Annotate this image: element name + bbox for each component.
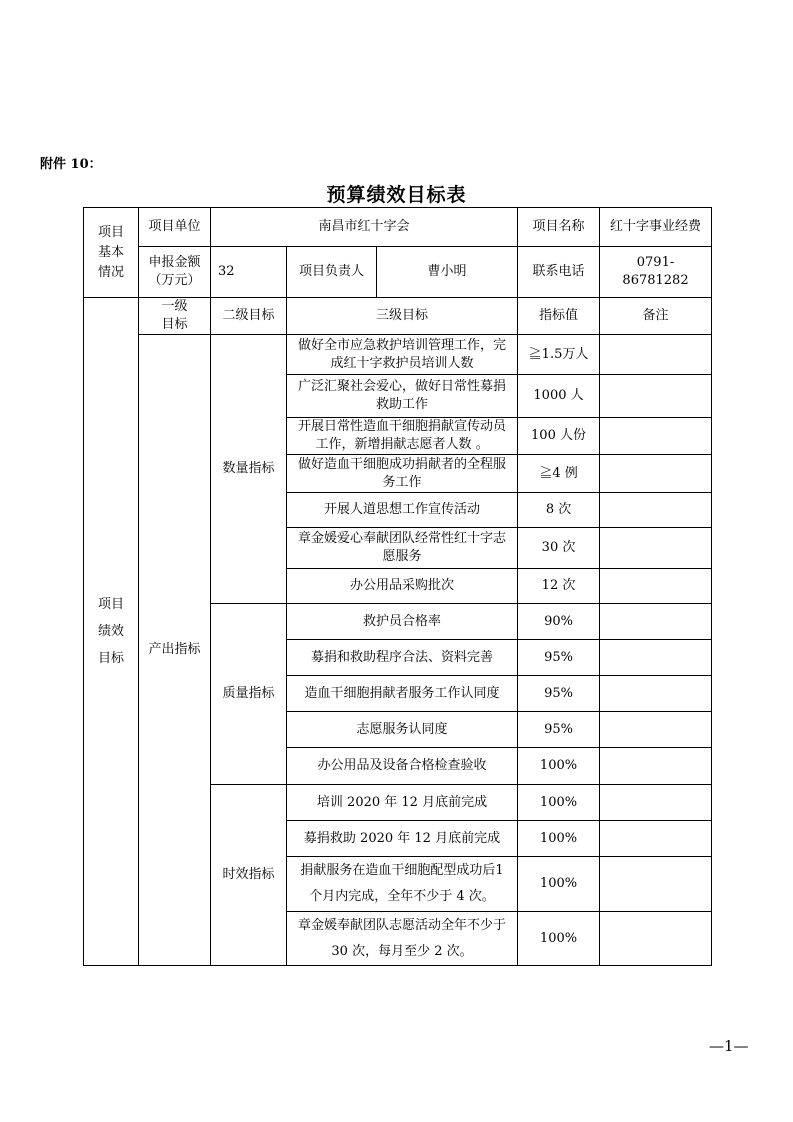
quality-indicator-label: 质量指标 [211,604,287,785]
quantity-item: 开展日常性造血干细胞捐献宣传动员工作，新增捐献志愿者人数 。 [287,418,518,455]
timeliness-note [600,785,712,821]
quality-value: 95% [518,676,600,712]
timeliness-value: 100% [518,912,600,966]
timeliness-item: 募捐救助 2020 年 12 月底前完成 [287,821,518,857]
timeliness-note [600,821,712,857]
level2-header: 二级目标 [211,298,287,335]
leader-label: 项目负责人 [287,247,377,298]
quantity-item: 做好造血干细胞成功捐献者的全程服务工作 [287,455,518,493]
quality-note [600,640,712,676]
timeliness-item: 捐献服务在造血干细胞配型成功后1 个月内完成，全年不少于 4 次。 [287,857,518,912]
quantity-indicator-label: 数量指标 [211,335,287,604]
quantity-note [600,493,712,528]
quantity-item: 广泛汇聚社会爱心，做好日常性募捐救助工作 [287,375,518,418]
quantity-value: ≧4 例 [518,455,600,493]
quality-value: 95% [518,712,600,748]
basic-info-label [84,208,139,298]
quality-item: 志愿服务认同度 [287,712,518,748]
value-header: 指标值 [518,298,600,335]
quantity-value: 12 次 [518,569,600,604]
quality-value: 90% [518,604,600,640]
level1-header [139,298,211,335]
quality-item: 办公用品及设备合格检查验收 [287,748,518,785]
phone-label: 联系电话 [518,247,600,298]
name-value: 红十字事业经费 [600,208,712,247]
quality-item: 救护员合格率 [287,604,518,640]
quality-note [600,604,712,640]
page-number: —1— [709,1037,749,1055]
quantity-item: 章金媛爱心奉献团队经常性红十字志愿服务 [287,528,518,569]
leader-value: 曹小明 [377,247,518,298]
quantity-value: 1000 人 [518,375,600,418]
unit-label: 项目单位 [139,208,211,247]
performance-goal-label [84,298,139,966]
level3-header: 三级目标 [287,298,518,335]
quantity-item: 办公用品采购批次 [287,569,518,604]
quality-value: 100% [518,748,600,785]
phone-value: 0791-86781282 [600,247,712,298]
timeliness-value: 100% [518,857,600,912]
quantity-item: 做好全市应急救护培训管理工作，完成红十字救护员培训人数 [287,335,518,375]
timeliness-note [600,912,712,966]
timeliness-item: 培训 2020 年 12 月底前完成 [287,785,518,821]
quantity-note [600,418,712,455]
quantity-value: 30 次 [518,528,600,569]
unit-value: 南昌市红十字会 [211,208,518,247]
timeliness-item: 章金媛奉献团队志愿活动全年不少于 30 次，每月至少 2 次。 [287,912,518,966]
quantity-note [600,528,712,569]
attachment-label: 附件 10： [40,157,102,172]
quality-item: 造血干细胞捐献者服务工作认同度 [287,676,518,712]
quantity-note [600,375,712,418]
performance-goal-text: 项目 绩效 目标 [97,597,124,666]
output-indicator-label: 产出指标 [139,335,211,966]
quality-item: 募捐和救助程序合法、资料完善 [287,640,518,676]
quantity-value: 8 次 [518,493,600,528]
basic-info-text: 项目 基本 情况 [97,224,124,280]
budget-performance-table [83,207,712,966]
quality-note [600,676,712,712]
timeliness-indicator-label: 时效指标 [211,785,287,966]
name-label: 项目名称 [518,208,600,247]
quality-value: 95% [518,640,600,676]
quantity-note [600,455,712,493]
quantity-item: 开展人道思想工作宣传活动 [287,493,518,528]
timeliness-value: 100% [518,785,600,821]
quantity-value: 100 人份 [518,418,600,455]
quantity-note [600,335,712,375]
amount-value: 32 [211,247,287,298]
timeliness-value: 100% [518,821,600,857]
quantity-value: ≧1.5万人 [518,335,600,375]
page-title: 预算绩效目标表 [326,184,467,206]
level1-header-text: 一级 目标 [161,299,188,332]
quantity-note [600,569,712,604]
quality-note [600,748,712,785]
timeliness-note [600,857,712,912]
note-header: 备注 [600,298,712,335]
quality-note [600,712,712,748]
amount-label-text: 申报金额 （万元） [148,255,201,288]
amount-label [139,247,211,298]
